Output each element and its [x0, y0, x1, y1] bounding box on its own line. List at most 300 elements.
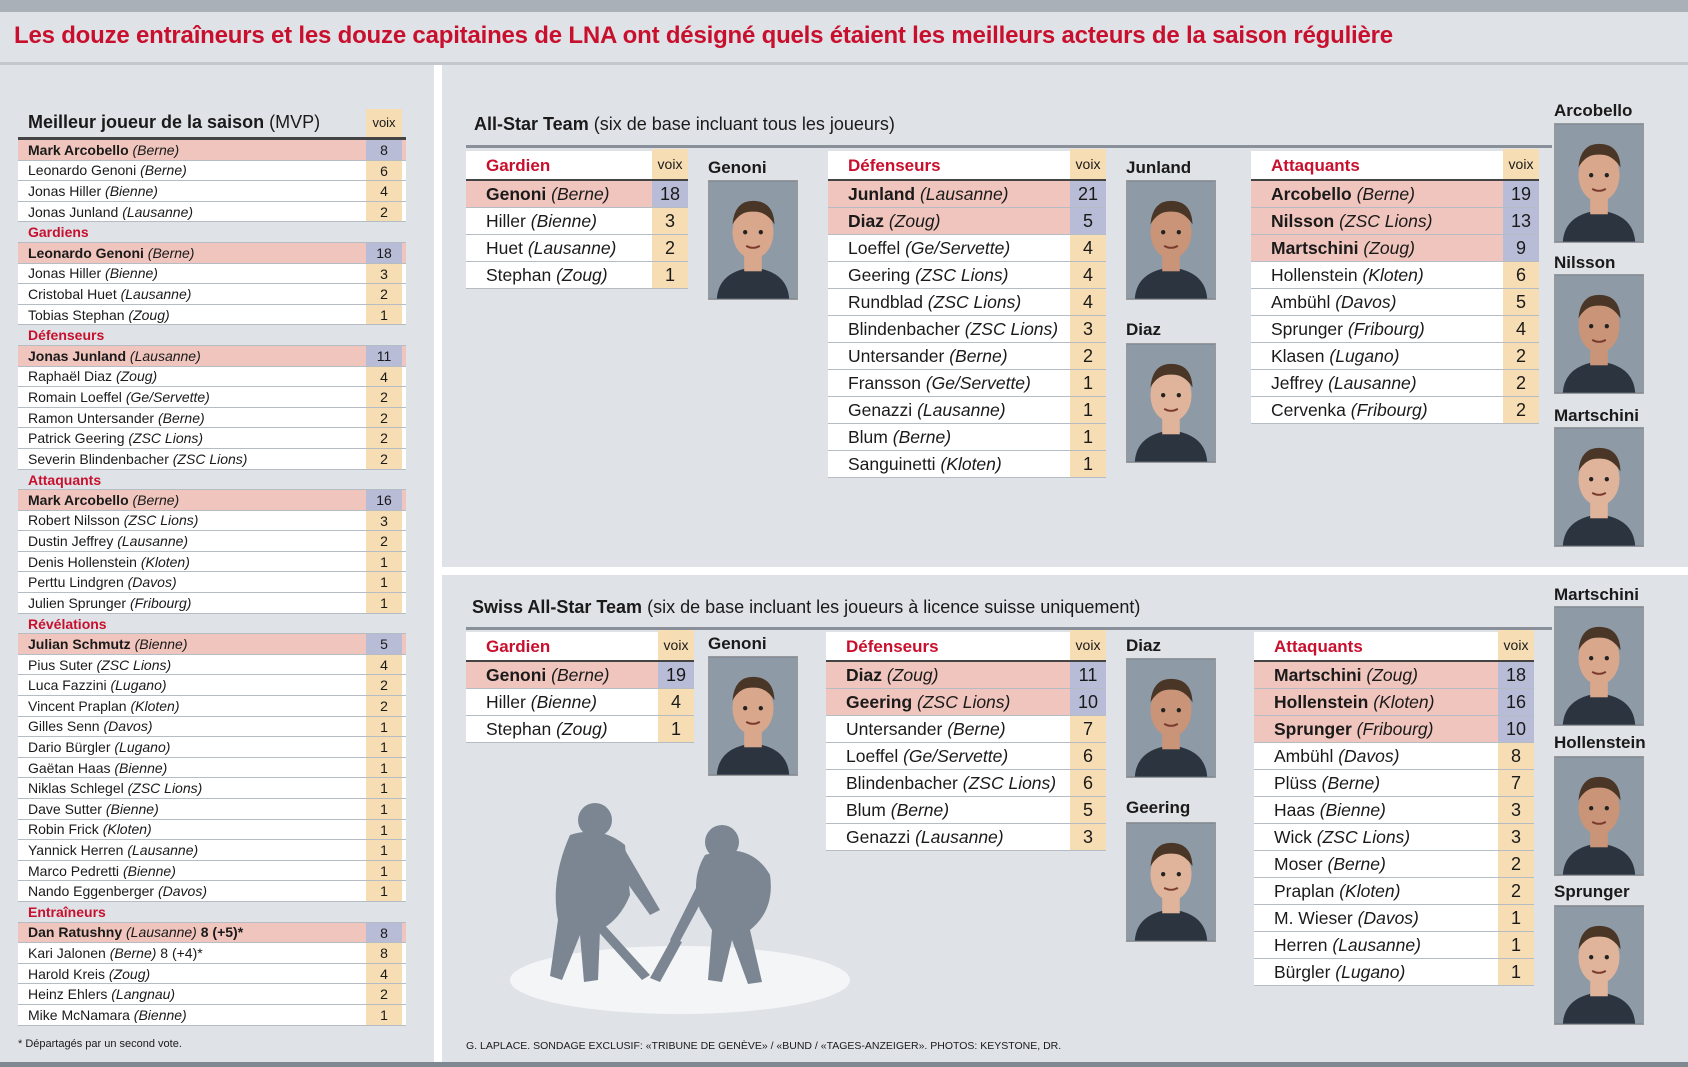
photo-arcobello [1554, 123, 1644, 243]
vote-count: 10 [1498, 716, 1534, 742]
vote-count: 9 [1503, 235, 1539, 261]
vote-count: 1 [1498, 932, 1534, 958]
player-name: Stephan [486, 718, 552, 739]
table-row [1254, 878, 1534, 905]
player-team: (Davos) [1335, 291, 1397, 312]
voix-label: voix [658, 630, 694, 660]
player-team: (Kloten) [940, 453, 1002, 474]
player-team: (Zoug) [108, 965, 151, 982]
list-item [18, 675, 406, 696]
vote-count: 3 [1498, 797, 1534, 823]
table-row [1251, 208, 1539, 235]
list-item [18, 840, 406, 861]
player-team: (Zoug) [556, 718, 608, 739]
player-team: (Fribourg) [1347, 318, 1425, 339]
table-row [1254, 743, 1534, 770]
player-name-cell [18, 780, 366, 796]
vote-count: 2 [366, 202, 402, 222]
horizontal-divider [442, 567, 1688, 575]
player-name: Heinz Ehlers [28, 986, 108, 1003]
player-name: Geering [846, 691, 913, 712]
player-team: (ZSC Lions) [927, 291, 1022, 312]
player-name: Blum [848, 426, 888, 447]
player-name-cell [828, 373, 1070, 394]
portrait-image [1555, 428, 1643, 546]
vote-count: 8 [366, 140, 402, 160]
vote-count: 5 [1070, 797, 1106, 823]
vote-count: 2 [366, 428, 402, 448]
vote-count: 19 [658, 662, 694, 688]
player-team: (Zoug) [1366, 664, 1418, 685]
vote-count: 10 [1070, 689, 1106, 715]
table-row [828, 235, 1106, 262]
player-name: Ramon Untersander [28, 409, 155, 426]
vote-count: 4 [1503, 316, 1539, 342]
player-name-cell [466, 211, 652, 232]
section-heading: Attaquants [18, 470, 406, 491]
allstar-rule [466, 145, 1552, 148]
table-row [466, 716, 694, 743]
player-team: (Lugano) [1335, 961, 1406, 982]
player-name: Martschini [1274, 664, 1362, 685]
player-name-cell [826, 719, 1070, 740]
photo-label-diaz-swiss: Diaz [1126, 636, 1161, 655]
list-item [18, 881, 406, 902]
player-name-cell [1254, 962, 1498, 983]
list-item [18, 140, 406, 161]
portrait-image [1127, 659, 1215, 777]
player-name: Untersander [848, 345, 945, 366]
player-team: (Fribourg) [129, 594, 192, 611]
swiss-title [472, 597, 1140, 618]
player-name: Pius Suter [28, 656, 93, 673]
player-name: Huet [486, 237, 523, 258]
player-name: Loeffel [848, 237, 901, 258]
vote-count: 4 [366, 367, 402, 387]
player-name: Denis Hollenstein [28, 553, 137, 570]
portrait-image [1127, 823, 1215, 941]
portrait-image [709, 657, 797, 775]
player-name: Genoni [486, 183, 547, 204]
table-header [1251, 151, 1539, 181]
vote-count: 8 [366, 943, 402, 963]
player-name-cell [18, 451, 366, 467]
player-name-cell [828, 211, 1070, 232]
vote-count: 1 [366, 840, 402, 860]
vote-count: 4 [1070, 289, 1106, 315]
player-team: (Lausanne) [120, 285, 192, 302]
allstar-gardien-table [466, 151, 688, 289]
portrait-image [1127, 181, 1215, 299]
player-team: (Lugano) [110, 677, 167, 694]
player-name-cell [1251, 292, 1503, 313]
swiss-title-text: Swiss All-Star Team [472, 597, 643, 617]
player-name-cell [1251, 211, 1503, 232]
player-name: Jonas Junland [28, 347, 127, 364]
player-name: Jeffrey [1271, 372, 1324, 393]
voix-label: voix [652, 149, 688, 179]
player-name-cell [828, 346, 1070, 367]
player-name-cell [1251, 238, 1503, 259]
mvp-title [18, 112, 366, 137]
player-name-cell [1254, 692, 1498, 713]
table-header [826, 632, 1106, 662]
player-team: (Davos) [127, 574, 177, 591]
photo-label-junland: Junland [1126, 158, 1192, 177]
player-name: Genazzi [848, 399, 913, 420]
player-name-cell [466, 692, 658, 713]
list-item [18, 984, 406, 1005]
player-team: (ZSC Lions) [1316, 826, 1411, 847]
player-name: Niklas Schlegel [28, 780, 124, 797]
player-name-cell [18, 801, 366, 817]
player-team: (Davos) [158, 883, 208, 900]
player-name-cell [18, 657, 366, 673]
player-team: (Lausanne) [915, 826, 1004, 847]
player-name: Vincent Praplan [28, 697, 127, 714]
portrait-image [709, 181, 797, 299]
table-row [466, 235, 688, 262]
player-name-cell [18, 595, 366, 611]
list-item [18, 490, 406, 511]
table-row [1254, 824, 1534, 851]
list-item [18, 634, 406, 655]
list-item [18, 511, 406, 532]
player-team: (Berne) [890, 799, 950, 820]
vote-count: 4 [658, 689, 694, 715]
player-team: (Lausanne) [126, 924, 197, 941]
vote-count: 3 [1070, 824, 1106, 850]
player-team: (Ge/Servette) [905, 237, 1011, 258]
position-label: Gardien [486, 637, 551, 656]
vote-count: 1 [1498, 959, 1534, 985]
player-name-cell [1254, 881, 1498, 902]
player-name-cell [18, 863, 366, 879]
player-name: Mike McNamara [28, 1006, 130, 1023]
vote-count: 3 [652, 208, 688, 234]
player-name-cell [826, 827, 1070, 848]
allstar-title-text: All-Star Team [474, 114, 589, 134]
portrait-image [1127, 344, 1215, 462]
player-name: Plüss [1274, 772, 1317, 793]
player-team: (Berne) [551, 664, 610, 685]
table-row [1251, 316, 1539, 343]
player-name: Jonas Junland [28, 203, 119, 220]
player-name-cell [18, 430, 366, 446]
vote-count: 1 [366, 799, 402, 819]
position-label: Attaquants [1271, 156, 1360, 175]
player-team: (Lausanne) [117, 533, 189, 550]
player-name: Wick [1274, 826, 1312, 847]
player-team: (Bienne) [122, 862, 176, 879]
vote-count: 1 [1070, 370, 1106, 396]
table-row [1251, 181, 1539, 208]
table-row [828, 370, 1106, 397]
player-name-cell [18, 348, 366, 364]
player-team: (Fribourg) [1356, 718, 1434, 739]
player-team: (Lausanne) [917, 399, 1006, 420]
photo-sprunger-swiss [1554, 905, 1644, 1025]
table-row [828, 451, 1106, 478]
vote-count: 8 [366, 923, 402, 943]
table-row [826, 797, 1106, 824]
player-team: (Zoug) [115, 368, 158, 385]
player-name-cell [18, 677, 366, 693]
vote-count: 4 [366, 964, 402, 984]
player-name-cell [828, 265, 1070, 286]
player-team: (ZSC Lions) [128, 430, 204, 447]
player-team: (Bienne) [114, 759, 168, 776]
player-team: (Lausanne) [919, 183, 1009, 204]
player-team: (Kloten) [140, 553, 190, 570]
player-team: (ZSC Lions) [964, 318, 1059, 339]
player-name-cell [1254, 935, 1498, 956]
photo-genoni-swiss [708, 656, 798, 776]
player-team: (Kloten) [130, 697, 180, 714]
player-name-cell [1251, 184, 1503, 205]
player-name-cell [18, 986, 366, 1002]
player-team: (Berne) [140, 162, 187, 179]
portrait-image [1555, 607, 1643, 725]
player-name: Mark Arcobello [28, 141, 129, 158]
vote-count: 5 [1070, 208, 1106, 234]
list-item [18, 408, 406, 429]
vote-count: 1 [652, 262, 688, 288]
player-team: (ZSC Lions) [123, 512, 199, 529]
player-name-cell [18, 512, 366, 528]
player-name-cell [18, 307, 366, 323]
headline-separator [0, 62, 1688, 65]
player-name-cell [828, 427, 1070, 448]
headline: Les douze entraîneurs et les douze capitaines de LNA ont désigné quels étaient les meilleurs acteurs de la saison régulière [14, 22, 1393, 49]
table-row [826, 689, 1106, 716]
table-row [828, 208, 1106, 235]
vote-count: 1 [1070, 451, 1106, 477]
player-name: Luca Fazzini [28, 677, 107, 694]
player-team: (Berne) [1321, 772, 1381, 793]
vote-count: 2 [366, 449, 402, 469]
photo-label-nilsson: Nilsson [1554, 253, 1616, 272]
table-row [1254, 716, 1534, 743]
mvp-title-text: Meilleur joueur de la saison [28, 112, 265, 132]
player-name: Klasen [1271, 345, 1325, 366]
player-name: Nando Eggenberger [28, 883, 155, 900]
player-team: (Berne) [949, 345, 1008, 366]
player-team: (ZSC Lions) [962, 772, 1057, 793]
vote-count: 1 [1070, 397, 1106, 423]
player-name: Perttu Lindgren [28, 574, 124, 591]
player-name-cell [18, 966, 366, 982]
player-name-cell [18, 286, 366, 302]
player-name: Blindenbacher [848, 318, 960, 339]
player-name-cell [18, 142, 366, 158]
vote-count: 19 [1503, 181, 1539, 207]
swiss-attaquants-table [1254, 632, 1534, 986]
player-team: (Berne) [1327, 853, 1386, 874]
player-team: (Kloten) [1339, 880, 1401, 901]
player-name: Genazzi [846, 826, 911, 847]
table-row [1254, 770, 1534, 797]
vote-count: 16 [366, 490, 402, 510]
table-header [466, 151, 688, 181]
list-item [18, 758, 406, 779]
vote-count: 13 [1503, 208, 1539, 234]
player-name: Dan Ratushny [28, 924, 123, 941]
table-header [828, 151, 1106, 181]
player-name-cell [18, 698, 366, 714]
player-name: Yannick Herren [28, 841, 124, 858]
vote-count: 4 [366, 655, 402, 675]
section-heading: Gardiens [18, 222, 406, 243]
player-team: (Bienne) [133, 1006, 187, 1023]
photo-diaz-swiss [1126, 658, 1216, 778]
player-name: Raphaël Diaz [28, 368, 113, 385]
player-name: Ambühl [1274, 745, 1334, 766]
player-name: Untersander [846, 718, 943, 739]
table-row [1254, 932, 1534, 959]
vote-count: 6 [1070, 770, 1106, 796]
player-name-cell [1254, 854, 1498, 875]
vote-count: 2 [1498, 851, 1534, 877]
player-name: Bürgler [1274, 961, 1331, 982]
player-name-cell [18, 924, 366, 940]
photo-label-martschini-swiss: Martschini [1554, 585, 1640, 604]
vote-count: 2 [366, 408, 402, 428]
player-name: Nilsson [1271, 210, 1335, 231]
list-item [18, 552, 406, 573]
portrait-image [1555, 757, 1643, 875]
player-name: Rundblad [848, 291, 923, 312]
vote-count: 2 [366, 696, 402, 716]
list-item [18, 820, 406, 841]
vote-count: 1 [366, 572, 402, 592]
list-item [18, 346, 406, 367]
player-name: Leonardo Genoni [28, 244, 144, 261]
section-heading: Révélations [18, 614, 406, 635]
player-name-cell [18, 368, 366, 384]
player-name: Hiller [486, 691, 526, 712]
left-vote-list [18, 110, 406, 1026]
player-name-cell [18, 492, 366, 508]
list-item [18, 943, 406, 964]
player-name-cell [1251, 400, 1503, 421]
player-name-cell [1254, 719, 1498, 740]
vote-count: 7 [1498, 770, 1534, 796]
photo-label-geering-swiss: Geering [1126, 798, 1191, 817]
left-footnote: * Départagés par un second vote. [18, 1038, 182, 1050]
vote-count: 3 [1070, 316, 1106, 342]
table-row [826, 743, 1106, 770]
table-row [1254, 959, 1534, 986]
player-team: (Zoug) [888, 210, 941, 231]
vote-count: 4 [1070, 262, 1106, 288]
player-name-cell [828, 319, 1070, 340]
player-name: Severin Blindenbacher [28, 450, 169, 467]
photo-martschini [1554, 427, 1644, 547]
player-team: (Bienne) [105, 800, 159, 817]
table-row [828, 397, 1106, 424]
hockey-players-illustration [500, 800, 860, 1030]
player-name: Cristobal Huet [28, 285, 117, 302]
table-row [828, 289, 1106, 316]
player-name: Ambühl [1271, 291, 1331, 312]
table-row [466, 662, 694, 689]
player-name: Jonas Hiller [28, 182, 102, 199]
table-row [828, 343, 1106, 370]
photo-label-genoni: Genoni [708, 158, 767, 177]
vertical-divider [434, 65, 442, 1067]
player-name-cell [1251, 373, 1503, 394]
table-row [1251, 370, 1539, 397]
player-name: Harold Kreis [28, 965, 106, 982]
player-name: Blindenbacher [846, 772, 958, 793]
player-name-cell [18, 739, 366, 755]
player-name-cell [1251, 265, 1503, 286]
player-name-cell [18, 842, 366, 858]
player-team: (Berne) [551, 183, 610, 204]
player-name-cell [466, 665, 658, 686]
player-name: Gaëtan Haas [28, 759, 111, 776]
player-name-cell [18, 821, 366, 837]
vote-count: 2 [1070, 343, 1106, 369]
list-item [18, 655, 406, 676]
player-extra: 8 (+4)* [160, 944, 203, 961]
player-name: Hiller [486, 210, 526, 231]
player-name: Stephan [486, 264, 552, 285]
player-team: (Lausanne) [127, 841, 199, 858]
player-team: (Bienne) [530, 691, 597, 712]
player-team: (Lausanne) [1332, 934, 1421, 955]
list-item [18, 305, 406, 326]
player-team: (ZSC Lions) [96, 656, 172, 673]
player-name-cell [18, 1007, 366, 1023]
player-name-cell [466, 265, 652, 286]
player-team: (Bienne) [530, 210, 597, 231]
player-team: (Zoug) [556, 264, 608, 285]
vote-count: 1 [366, 717, 402, 737]
vote-count: 18 [366, 243, 402, 263]
vote-count: 1 [366, 778, 402, 798]
list-item [18, 202, 406, 223]
list-item [18, 243, 406, 264]
player-name: Loeffel [846, 745, 899, 766]
player-team: (Lugano) [1329, 345, 1400, 366]
portrait-image [1555, 124, 1643, 242]
player-name-cell [18, 945, 366, 961]
vote-count: 2 [366, 675, 402, 695]
player-name-cell [826, 746, 1070, 767]
table-header [1254, 632, 1534, 662]
vote-count: 2 [1498, 878, 1534, 904]
table-row [826, 716, 1106, 743]
player-team: (Ge/Servette) [903, 745, 1009, 766]
left-rows [18, 140, 406, 1026]
list-item [18, 964, 406, 985]
player-team: (Bienne) [105, 265, 158, 282]
player-name-cell [18, 245, 366, 261]
vote-count: 11 [1070, 662, 1106, 688]
player-name-cell [466, 184, 652, 205]
player-name: M. Wieser [1274, 907, 1353, 928]
table-row [466, 181, 688, 208]
player-name-cell [1254, 800, 1498, 821]
player-name-cell [826, 773, 1070, 794]
player-name-cell [1251, 346, 1503, 367]
player-team: (Berne) [947, 718, 1006, 739]
player-name: Leonardo Genoni [28, 162, 137, 179]
list-item [18, 264, 406, 285]
player-team: (Bienne) [105, 182, 158, 199]
